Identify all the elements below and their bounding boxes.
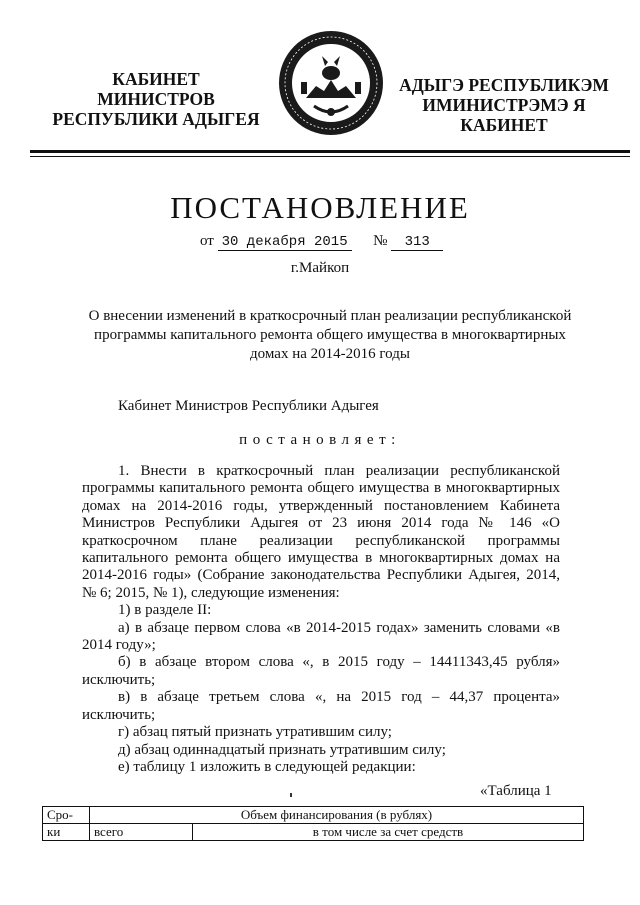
coat-of-arms-emblem bbox=[276, 28, 386, 138]
header-divider-thin bbox=[30, 156, 630, 157]
table-header-total: всего bbox=[90, 824, 193, 841]
city: г.Майкоп bbox=[290, 260, 350, 276]
table-header-terms-cont: ки bbox=[43, 824, 90, 841]
date-number-line bbox=[200, 233, 443, 251]
document-date: 30 декабря 2015 bbox=[218, 234, 352, 251]
table-header-terms: Сро- bbox=[43, 807, 90, 824]
header-line: АДЫГЭ РЕСПУБЛИКЭМ bbox=[399, 75, 609, 95]
table-row bbox=[43, 807, 584, 824]
paragraph: б) в абзаце втором слова «, в 2015 году – 14411343,45 рубля» исключить; bbox=[82, 654, 560, 688]
paragraph: 1. Внести в краткосрочный план реализации республиканской программы капитального ремонта общего имущества в многоквартирных домах на 2014-2016 годы, утвержденный постановлением Кабинета Министров Республики Адыгея от 23 июня 2014 года № 146 «О краткосрочном плане реализации республиканской программы капитального ремонта общего имущества в многоквартирных домах на 2014-2016 годы» (Собрание законодательства Республики Адыгея, 2014, № 6; 2015, № 1), следующие изменения: bbox=[82, 463, 560, 601]
document-number: 313 bbox=[391, 234, 443, 251]
document-subject: О внесении изменений в краткосрочный план реализации республиканской программы капитального ремонта общего имущества в многоквартирных домах на 2014-2016 годы bbox=[88, 308, 572, 362]
date-prefix: от bbox=[200, 233, 214, 249]
header-divider-thick bbox=[30, 150, 630, 153]
table-label: «Таблица 1 bbox=[480, 783, 552, 799]
issuer-header-russian bbox=[52, 69, 260, 129]
issuing-body: Кабинет Министров Республики Адыгея bbox=[118, 398, 379, 414]
funding-table bbox=[42, 806, 584, 841]
header-line: ИМИНИСТРЭМЭ Я КАБИНЕТ bbox=[422, 95, 586, 135]
paragraph: д) абзац одиннадцатый признать утратившим силу; bbox=[118, 741, 446, 758]
paragraph: 1) в разделе II: bbox=[118, 602, 212, 619]
document-body bbox=[82, 463, 560, 776]
scan-speck bbox=[290, 793, 292, 797]
header-line: КАБИНЕТ МИНИСТРОВ bbox=[97, 69, 215, 109]
paragraph: г) абзац пятый признать утратившим силу; bbox=[118, 724, 392, 741]
paragraph: а) в абзаце первом слова «в 2014-2015 годах» заменить словами «в 2014 году»; bbox=[82, 619, 560, 654]
issuer-header-adyghe bbox=[384, 75, 624, 135]
table-header-including: в том числе за счет средств bbox=[193, 824, 584, 841]
table-row bbox=[43, 824, 584, 841]
resolves-word: постановляет: bbox=[239, 432, 401, 448]
header-line: РЕСПУБЛИКИ АДЫГЕЯ bbox=[52, 109, 260, 129]
number-sign: № bbox=[373, 233, 388, 249]
paragraph: в) в абзаце третьем слова «, на 2015 год – 44,37 процента» исключить; bbox=[82, 689, 560, 723]
paragraph: е) таблицу 1 изложить в следующей редакции: bbox=[118, 758, 416, 775]
table-header-funding: Объем финансирования (в рублях) bbox=[90, 807, 584, 824]
document-title: ПОСТАНОВЛЕНИЕ bbox=[170, 190, 470, 225]
